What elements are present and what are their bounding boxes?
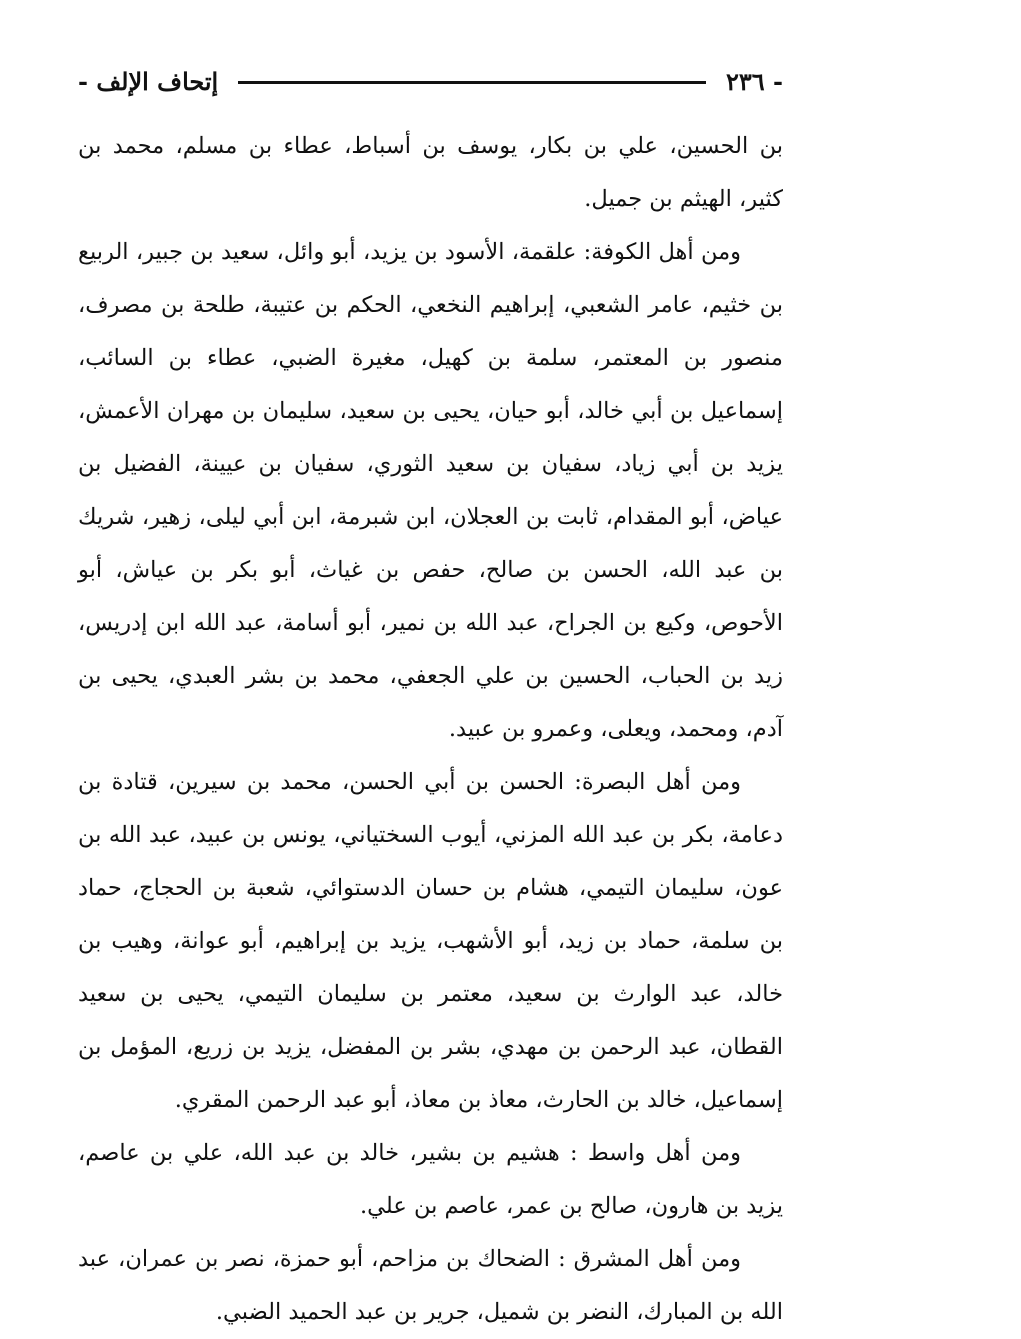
page-number: - ٢٣٦: [726, 67, 783, 96]
page-header: [78, 60, 783, 104]
book-title: إتحاف الإلف -: [78, 67, 219, 96]
document-page: [78, 60, 783, 1325]
header-rule: [238, 81, 706, 84]
paragraph-wasit: ومن أهل واسط : هشيم بن بشير، خالد بن عبد الله، علي بن عاصم، يزيد بن هارون، صالح بن عمر، عاصم بن علي.: [78, 1140, 783, 1219]
paragraph-kufa: ومن أهل الكوفة: علقمة، الأسود بن يزيد، أبو وائل، سعيد بن جبير، الربيع بن خثيم، عامر الشعبي، إبراهيم النخعي، الحكم بن عتيبة، طلحة بن مصرف، منصور بن المعتمر، سلمة بن كهيل، مغيرة الضبي، عطاء بن السائب، إسماعيل بن أبي خالد، أبو حيان، يحيى بن سعيد، سليمان بن مهران الأعمش، يزيد بن أبي زياد، سفيان بن سعيد الثوري، سفيان بن عيينة، الفضيل بن عياض، أبو المقدام، ثابت بن العجلان، ابن شبرمة، ابن أبي ليلى، زهير، شريك بن عبد الله، الحسن بن صالح، حفص بن غياث، أبو بكر بن عياش، أبو الأحوص، وكيع بن الجراح، عبد الله بن نمير، أبو أسامة، عبد الله ابن إدريس، زيد بن الحباب، الحسين بن علي الجعفي، محمد بن بشر العبدي، يحيى بن آدم، ومحمد، ويعلى، وعمرو بن عبيد.: [78, 239, 783, 742]
document-body: [78, 120, 783, 1339]
paragraph-mashriq: ومن أهل المشرق : الضحاك بن مزاحم، أبو حمزة، نصر بن عمران، عبد الله بن المبارك، النضر بن شميل، جرير بن عبد الحميد الضبي.: [78, 1246, 783, 1325]
paragraph-basra: ومن أهل البصرة: الحسن بن أبي الحسن، محمد بن سيرين، قتادة بن دعامة، بكر بن عبد الله المزني، أيوب السختياني، يونس بن عبيد، عبد الله بن عون، سليمان التيمي، هشام بن حسان الدستوائي، شعبة بن الحجاج، حماد بن سلمة، حماد بن زيد، أبو الأشهب، يزيد بن إبراهيم، أبو عوانة، وهيب بن خالد، عبد الوارث بن سعيد، معتمر بن سليمان التيمي، يحيى بن سعيد القطان، عبد الرحمن بن مهدي، بشر بن المفضل، يزيد بن زريع، المؤمل بن إسماعيل، خالد بن الحارث، معاذ بن معاذ، أبو عبد الرحمن المقري.: [78, 769, 783, 1113]
paragraph-1: بن الحسين، علي بن بكار، يوسف بن أسباط، عطاء بن مسلم، محمد بن كثير، الهيثم بن جميل.: [78, 133, 783, 212]
